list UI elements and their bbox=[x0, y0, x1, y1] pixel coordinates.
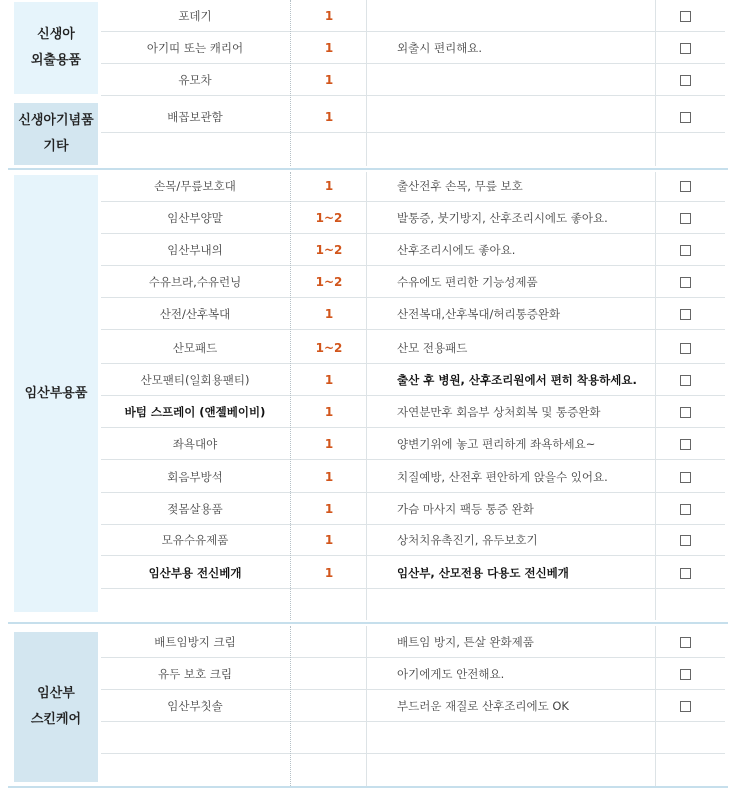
list-item bbox=[0, 101, 740, 133]
item-qty: 1 bbox=[324, 307, 334, 321]
item-name: 수유브라,수유런닝 bbox=[148, 275, 242, 289]
column-divider bbox=[290, 626, 291, 786]
item-name: 산모패드 bbox=[172, 341, 218, 355]
item-qty: 1 bbox=[324, 9, 334, 23]
item-name: 임산부양말 bbox=[167, 211, 223, 225]
item-qty: 1 bbox=[324, 405, 334, 419]
item-note: 산후조리시에도 좋아요. bbox=[397, 243, 516, 257]
list-item bbox=[0, 626, 740, 658]
list-item-empty bbox=[0, 589, 740, 621]
column-divider bbox=[655, 172, 656, 620]
list-item-empty bbox=[0, 133, 740, 165]
item-checkbox[interactable] bbox=[680, 669, 691, 680]
item-qty: 1 bbox=[324, 502, 334, 516]
list-item bbox=[0, 298, 740, 330]
list-item bbox=[0, 234, 740, 266]
item-qty bbox=[291, 658, 367, 690]
item-note: 임산부, 산모전용 다용도 전신베개 bbox=[397, 566, 569, 580]
category-newborn-souvenir: 신생아기념품 기타 bbox=[14, 103, 98, 165]
item-name: 모유수유제품 bbox=[161, 533, 229, 547]
item-checkbox[interactable] bbox=[680, 75, 691, 86]
item-name: 유두 보호 크림 bbox=[158, 667, 232, 681]
category-maternity-skincare: 임산부 스킨케어 bbox=[14, 632, 98, 782]
item-checkbox[interactable] bbox=[680, 245, 691, 256]
item-note: 수유에도 편리한 기능성제품 bbox=[397, 275, 538, 289]
item-name: 유모차 bbox=[178, 73, 212, 87]
item-qty: 1 bbox=[324, 179, 334, 193]
list-item bbox=[0, 332, 740, 364]
item-checkbox[interactable] bbox=[680, 112, 691, 123]
item-name: 포데기 bbox=[178, 9, 212, 23]
category-maternity-goods: 임산부용품 bbox=[14, 175, 98, 612]
item-qty: 1 bbox=[324, 110, 334, 124]
item-note: 출산 후 병원, 산후조리원에서 편히 착용하세요. bbox=[397, 373, 637, 387]
item-note: 가슴 마사지 팩등 통증 완화 bbox=[397, 502, 534, 516]
list-item bbox=[0, 266, 740, 298]
list-item bbox=[0, 364, 740, 396]
item-checkbox[interactable] bbox=[680, 309, 691, 320]
list-item-empty bbox=[0, 722, 740, 754]
item-qty: 1~2 bbox=[315, 275, 343, 289]
item-checkbox[interactable] bbox=[680, 343, 691, 354]
item-name: 임산부용 전신베개 bbox=[148, 566, 242, 580]
item-note: 부드러운 재질로 산후조리에도 OK bbox=[397, 699, 569, 713]
item-note: 양변기위에 놓고 편리하게 좌욕하세요~ bbox=[397, 437, 596, 451]
list-item bbox=[0, 524, 740, 556]
category-newborn-outing: 신생아 외출용품 bbox=[14, 2, 98, 94]
item-qty: 1~2 bbox=[315, 243, 343, 257]
column-divider bbox=[655, 0, 656, 166]
item-note: 산전복대,산후복대/허리통증완화 bbox=[397, 307, 561, 321]
item-name: 바텀 스프레이 (앤젤베이비) bbox=[124, 405, 266, 419]
item-note: 아기에게도 안전해요. bbox=[397, 667, 505, 681]
item-qty: 1~2 bbox=[315, 341, 343, 355]
item-qty: 1 bbox=[324, 437, 334, 451]
column-divider bbox=[366, 626, 367, 786]
item-note bbox=[397, 0, 653, 32]
item-name: 산전/산후복대 bbox=[159, 307, 231, 321]
item-qty: 1 bbox=[324, 470, 334, 484]
column-divider bbox=[655, 626, 656, 786]
list-item bbox=[0, 461, 740, 493]
item-note bbox=[397, 101, 653, 133]
item-checkbox[interactable] bbox=[680, 472, 691, 483]
list-item bbox=[0, 202, 740, 234]
list-item bbox=[0, 170, 740, 202]
item-checkbox[interactable] bbox=[680, 504, 691, 515]
item-checkbox[interactable] bbox=[680, 375, 691, 386]
item-qty: 1 bbox=[324, 566, 334, 580]
item-checkbox[interactable] bbox=[680, 568, 691, 579]
item-note: 발통증, 붓기방지, 산후조리시에도 좋아요. bbox=[397, 211, 608, 225]
item-name: 아기띠 또는 캐리어 bbox=[146, 41, 244, 55]
item-note: 배트임 방지, 튼살 완화제품 bbox=[397, 635, 534, 649]
item-qty: 1 bbox=[324, 41, 334, 55]
column-divider bbox=[290, 0, 291, 166]
list-item bbox=[0, 690, 740, 722]
item-checkbox[interactable] bbox=[680, 535, 691, 546]
column-divider bbox=[366, 172, 367, 620]
item-qty: 1 bbox=[324, 73, 334, 87]
item-qty: 1 bbox=[324, 533, 334, 547]
item-name: 젖몸살용품 bbox=[167, 502, 223, 516]
item-note: 외출시 편리해요. bbox=[397, 41, 483, 55]
item-name: 회음부방석 bbox=[167, 470, 223, 484]
item-name: 배꼽보관함 bbox=[167, 110, 223, 124]
item-name: 임산부내의 bbox=[167, 243, 223, 257]
item-checkbox[interactable] bbox=[680, 181, 691, 192]
item-name: 산모팬티(일회용팬티) bbox=[140, 373, 250, 387]
list-item bbox=[0, 557, 740, 589]
item-checkbox[interactable] bbox=[680, 439, 691, 450]
list-item bbox=[0, 32, 740, 64]
list-item bbox=[0, 658, 740, 690]
section-divider bbox=[8, 622, 728, 624]
item-checkbox[interactable] bbox=[680, 213, 691, 224]
item-name: 배트임방지 크림 bbox=[154, 635, 236, 649]
item-checkbox[interactable] bbox=[680, 637, 691, 648]
list-item-empty bbox=[0, 754, 740, 786]
item-qty bbox=[291, 626, 367, 658]
column-divider bbox=[290, 172, 291, 620]
item-checkbox[interactable] bbox=[680, 701, 691, 712]
item-name: 손목/무릎보호대 bbox=[154, 179, 236, 193]
item-note: 출산전후 손목, 무릎 보호 bbox=[397, 179, 523, 193]
list-item bbox=[0, 0, 740, 32]
item-note: 상처치유촉진기, 유두보호기 bbox=[397, 533, 538, 547]
item-checkbox[interactable] bbox=[680, 407, 691, 418]
item-note: 치질예방, 산전후 편안하게 앉을수 있어요. bbox=[397, 470, 608, 484]
item-name: 임산부칫솔 bbox=[167, 699, 223, 713]
section-divider bbox=[8, 786, 728, 788]
item-checkbox[interactable] bbox=[680, 277, 691, 288]
list-item bbox=[0, 493, 740, 525]
item-checkbox[interactable] bbox=[680, 11, 691, 22]
item-checkbox[interactable] bbox=[680, 43, 691, 54]
item-name: 좌욕대야 bbox=[172, 437, 218, 451]
list-item bbox=[0, 396, 740, 428]
item-qty bbox=[291, 690, 367, 722]
item-note: 자연분만후 회음부 상처회복 및 통증완화 bbox=[397, 405, 601, 419]
list-item bbox=[0, 428, 740, 460]
item-note bbox=[397, 64, 653, 96]
item-qty: 1~2 bbox=[315, 211, 343, 225]
item-note: 산모 전용패드 bbox=[397, 341, 468, 355]
list-item bbox=[0, 64, 740, 96]
item-qty: 1 bbox=[324, 373, 334, 387]
column-divider bbox=[366, 0, 367, 166]
